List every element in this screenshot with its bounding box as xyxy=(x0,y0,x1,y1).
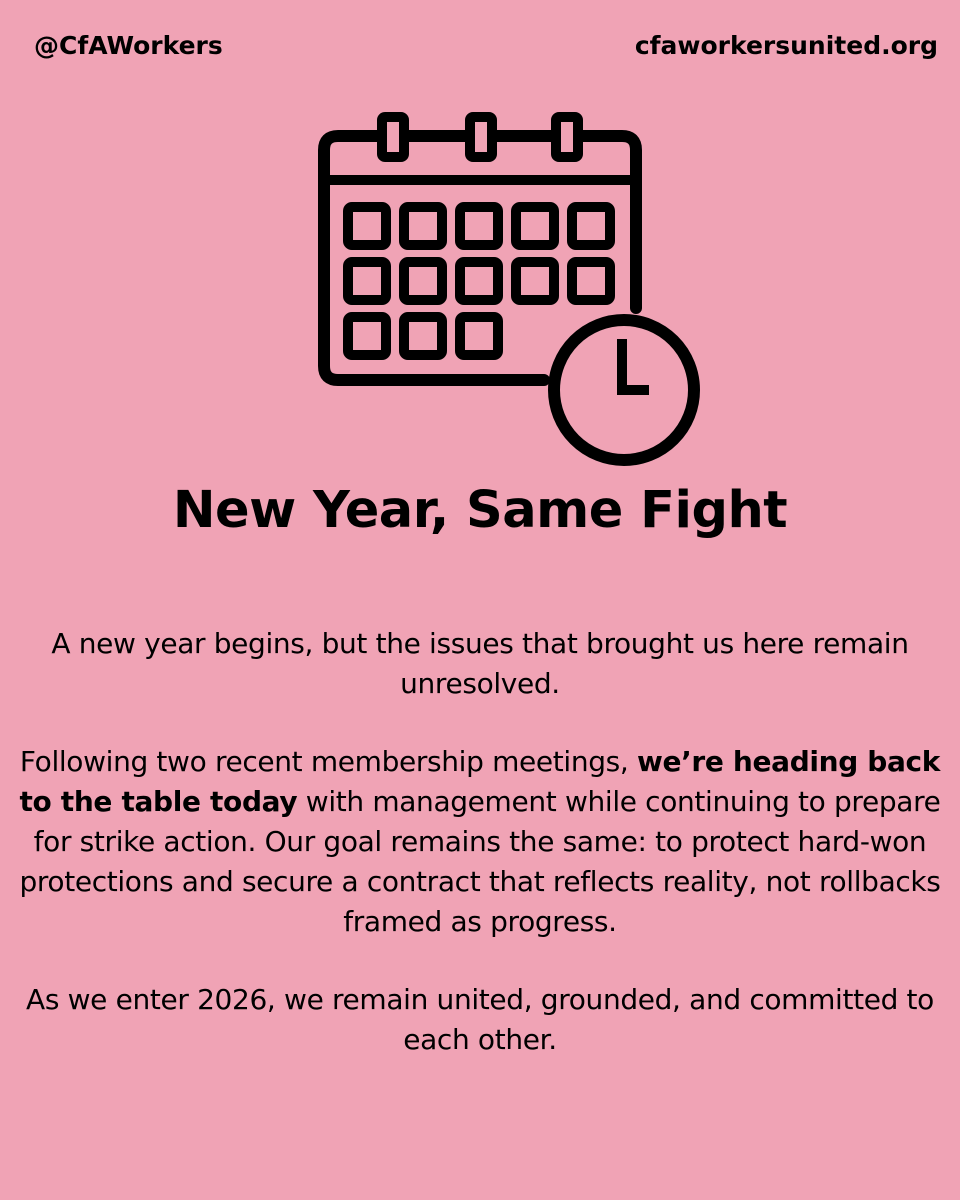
paragraph-update xyxy=(14,742,946,942)
paragraph-intro: A new year begins, but the issues that brought us here remain unresolved. xyxy=(51,627,909,700)
website-url: cfaworkersunited.org xyxy=(634,31,938,60)
paragraph-update-rest: with management while continuing to prepare for strike action. Our goal remains the same: to protect hard-won protections and secure a contract that reflects reality, not rollbacks framed as progress. xyxy=(19,785,941,938)
page-title: New Year, Same Fight xyxy=(172,481,788,540)
body-text xyxy=(14,624,946,1098)
calendar-clock-icon xyxy=(316,112,706,476)
social-handle: @CfAWorkers xyxy=(34,31,223,60)
paragraph-closing: As we enter 2026, we remain united, grounded, and committed to each other. xyxy=(26,983,934,1056)
paragraph-update-emphasis: we’re heading back to the table today xyxy=(19,745,941,818)
paragraph-update-lead: Following two recent membership meetings, xyxy=(19,745,637,778)
